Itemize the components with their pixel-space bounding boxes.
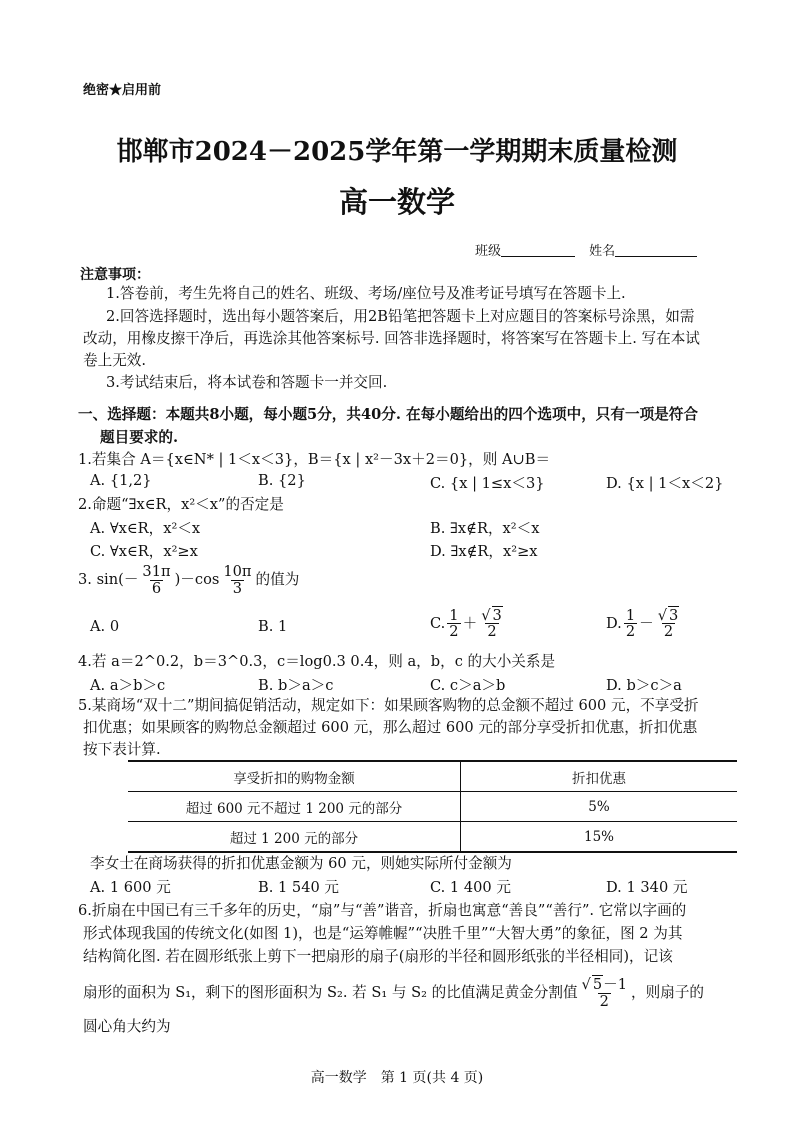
table-cell: 5% bbox=[461, 792, 738, 822]
q5-option-c[interactable]: C. 1 400 元 bbox=[430, 879, 511, 896]
notice-item-2: 2.回答选择题时，选出每小题答案后，用2B铅笔把答题卡上对应题目的答案标号涂黑，如需 bbox=[106, 308, 695, 325]
q5-option-a[interactable]: A. 1 600 元 bbox=[90, 879, 171, 896]
q4-option-c[interactable]: C. c＞a＞b bbox=[430, 677, 506, 694]
class-name-row bbox=[475, 240, 697, 259]
q3-option-d[interactable]: D. $\frac{1}{2}$ － $\frac{√ 3}{2}$ bbox=[606, 607, 679, 641]
q4-option-a[interactable]: A. a＞b＞c bbox=[90, 677, 166, 694]
q6-line-1: 6.折扇在中国已有三千多年的历史，“扇”与“善”谐音，折扇也寓意“善良”“善行”. 它常以字画的 bbox=[78, 902, 687, 919]
table-row bbox=[128, 792, 737, 822]
notice-item-1: 1.答卷前，考生先将自己的姓名、班级、考场/座位号及准考证号填写在答题卡上. bbox=[106, 285, 626, 302]
q4-stem: 4.若 a＝2^0.2，b＝3^0.3，c＝log0.3 0.4，则 a，b，c 的大小关系是 bbox=[78, 653, 556, 670]
q6-line-3: 结构简化图. 若在圆形纸张上剪下一把扇形的扇子(扇形的半径和圆形纸张的半径相同)，记该 bbox=[83, 948, 673, 965]
exam-title: 邯郸市2024－2025学年第一学期期末质量检测 bbox=[116, 137, 678, 167]
q5-line-2: 扣优惠；如果顾客的购物总金额超过 600 元，那么超过 600 元的部分享受折扣优惠，折扣优惠 bbox=[83, 719, 698, 736]
notice-item-3: 3.考试结束后，将本试卷和答题卡一并交回. bbox=[106, 374, 388, 391]
q2-option-b[interactable]: B. ∃x∉R，x²＜x bbox=[430, 520, 540, 537]
q5-option-d[interactable]: D. 1 340 元 bbox=[606, 879, 688, 896]
page-footer: 高一数学 第 1 页(共 4 页) bbox=[310, 1070, 484, 1086]
q4-option-b[interactable]: B. b＞a＞c bbox=[258, 677, 334, 694]
table-header-amount: 享受折扣的购物金额 bbox=[128, 761, 461, 792]
subject-title: 高一数学 bbox=[338, 185, 455, 219]
q6-line-5: 圆心角大约为 bbox=[83, 1018, 171, 1035]
section-heading: 一、选择题：本题共8小题，每小题5分，共40分. 在每小题给出的四个选项中，只有一项是符合 bbox=[78, 406, 698, 423]
q6-line-2: 形式体现我国的传统文化(如图 1)，也是“运筹帷幄”“决胜千里”“大智大勇”的象征，图 2 为其 bbox=[83, 925, 683, 942]
notice-item-2-end: 卷上无效. bbox=[83, 352, 147, 369]
q2-option-a[interactable]: A. ∀x∈R，x²＜x bbox=[90, 520, 201, 537]
class-field[interactable] bbox=[501, 242, 575, 257]
q3-fraction-1: $\frac{31\pi}{6}$ bbox=[142, 563, 171, 597]
table-header-row bbox=[128, 761, 737, 792]
q3-option-c[interactable]: C. $\frac{1}{2}$ ＋ $\frac{√ 3}{2}$ bbox=[430, 607, 502, 641]
confidential-mark: 绝密★启用前 bbox=[83, 83, 162, 98]
q1-option-d[interactable]: D. {x | 1＜x＜2} bbox=[606, 475, 724, 492]
q4-option-d[interactable]: D. b＞c＞a bbox=[606, 677, 682, 694]
q5-line-1: 5.某商场“双十二”期间搞促销活动，规定如下：如果顾客购物的总金额不超过 600 元，不享受折 bbox=[78, 697, 699, 714]
table-header-discount: 折扣优惠 bbox=[461, 761, 738, 792]
q5-after-table: 李女士在商场获得的折扣优惠金额为 60 元，则她实际所付金额为 bbox=[90, 855, 512, 872]
q5-line-3: 按下表计算. bbox=[83, 741, 161, 758]
q2-stem: 2.命题“∃x∈R，x²＜x”的否定是 bbox=[78, 496, 284, 513]
table-cell: 超过 600 元不超过 1 200 元的部分 bbox=[128, 792, 461, 822]
section-heading-cont: 题目要求的. bbox=[100, 429, 179, 446]
name-field[interactable] bbox=[615, 242, 697, 257]
notice-item-2-cont: 改动，用橡皮擦干净后，再选涂其他答案标号. 回答非选择题时，将答案写在答题卡上. 写在本试 bbox=[83, 330, 700, 347]
q3-cos: －cos bbox=[180, 571, 220, 588]
q1-option-b[interactable]: B. {2} bbox=[258, 472, 306, 489]
table-cell: 超过 1 200 元的部分 bbox=[128, 822, 461, 853]
name-label: 姓名 bbox=[589, 244, 616, 259]
q3-option-a[interactable]: A. 0 bbox=[90, 618, 120, 635]
table-cell: 15% bbox=[461, 822, 738, 853]
q1-stem: 1.若集合 A＝{x∈N* | 1＜x＜3}，B＝{x | x²－3x＋2＝0}，则 A∪B＝ bbox=[78, 451, 551, 468]
table-row bbox=[128, 822, 737, 853]
q2-option-d[interactable]: D. ∃x∉R，x²≥x bbox=[430, 543, 538, 560]
q1-option-a[interactable]: A. {1,2} bbox=[90, 472, 152, 489]
q3-suffix: 的值为 bbox=[255, 571, 300, 588]
q1-option-c[interactable]: C. {x | 1≤x＜3} bbox=[430, 475, 545, 492]
q2-option-c[interactable]: C. ∀x∈R，x²≥x bbox=[90, 543, 198, 560]
notice-heading: 注意事项： bbox=[80, 267, 150, 283]
q3-stem: 3. sin(－ $\frac{31\pi}{6}$ )－cos $\frac{10\pi}{3}$ 的值为 bbox=[78, 563, 300, 597]
q3-option-b[interactable]: B. 1 bbox=[258, 618, 288, 635]
golden-ratio-fraction: $\frac{√ 5-1}{2}$ bbox=[581, 976, 628, 1010]
q6-line-4: 扇形的面积为 S₁，剩下的图形面积为 S₂. 若 S₁ 与 S₂ 的比值满足黄金分割值 $\frac{√ 5-1}{2}$ ，则扇子的 bbox=[83, 976, 705, 1010]
q3-sin: 3. sin bbox=[78, 571, 119, 588]
q5-option-b[interactable]: B. 1 540 元 bbox=[258, 879, 340, 896]
discount-table bbox=[128, 760, 737, 853]
q3-fraction-2: $\frac{10\pi}{3}$ bbox=[223, 563, 252, 597]
class-label: 班级 bbox=[475, 244, 502, 259]
